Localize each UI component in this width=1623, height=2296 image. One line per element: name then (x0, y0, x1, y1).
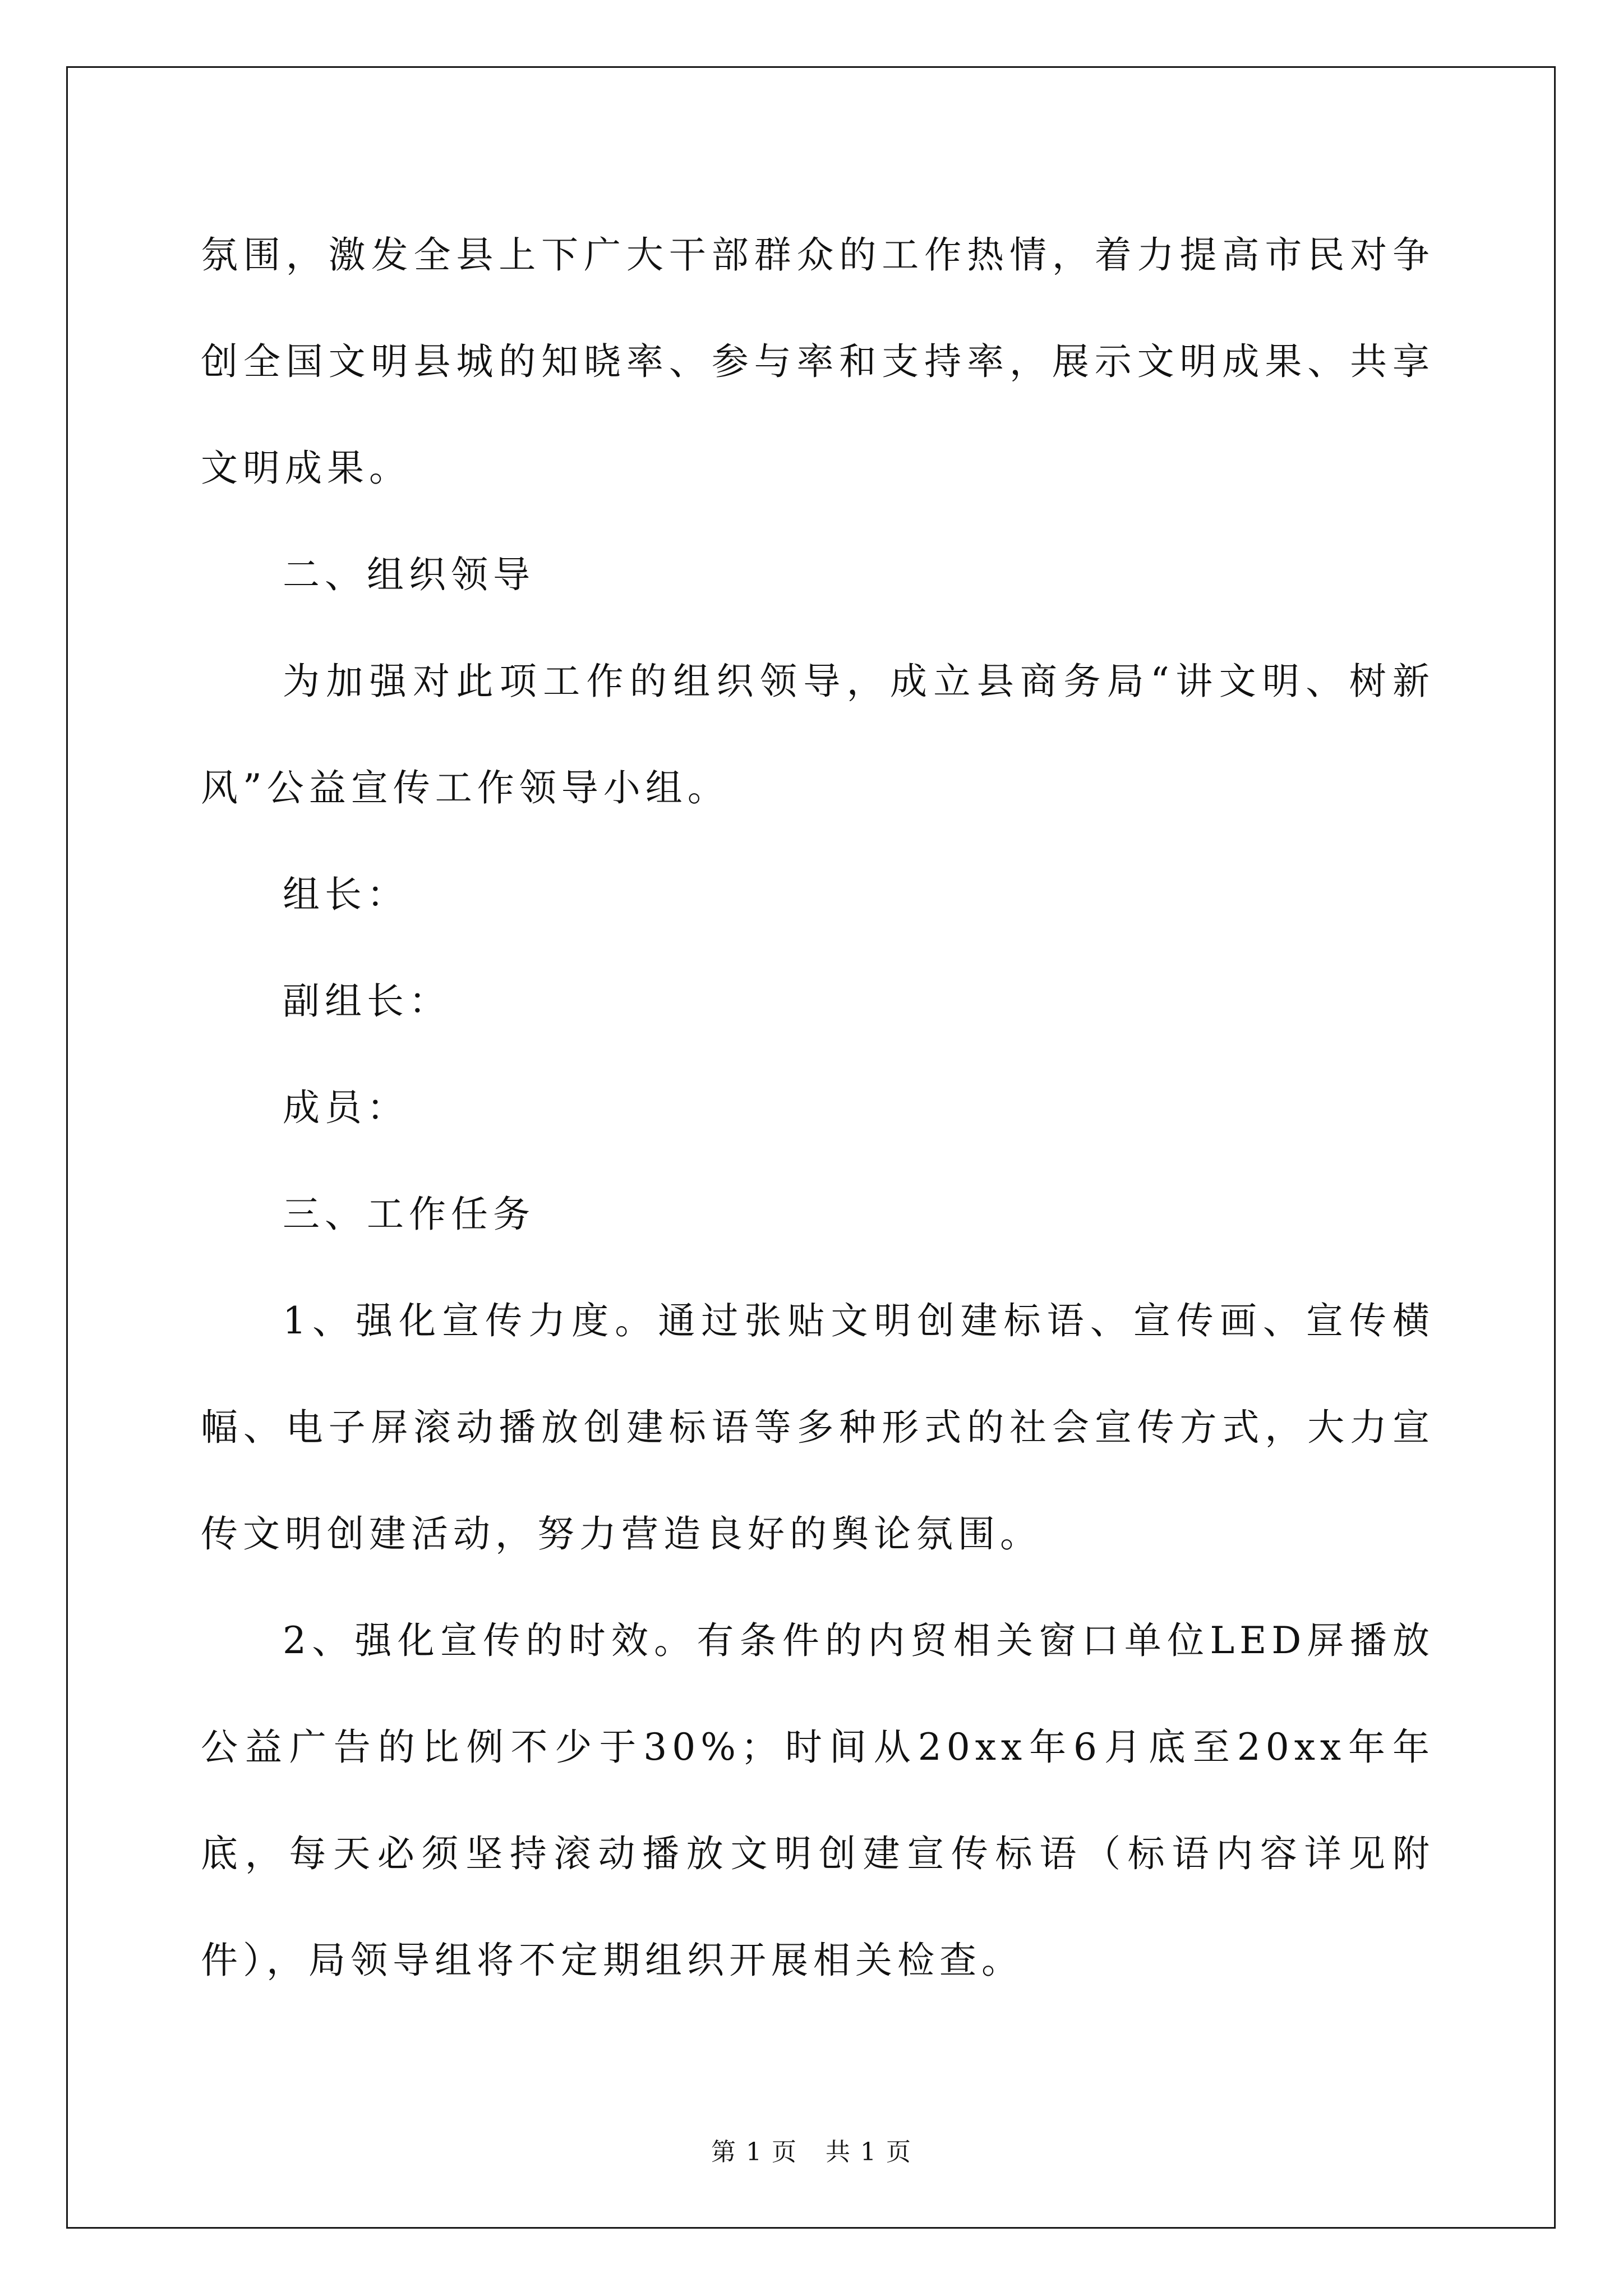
field-deputy-leader: 副组长： (283, 979, 451, 1023)
page-total: 共 1 页 (826, 2138, 912, 2166)
section-heading-tasks: 三、工作任务 (283, 1193, 535, 1236)
page-footer (0, 2136, 1623, 2169)
document-body (201, 202, 1435, 2014)
field-members: 成员： (283, 1086, 409, 1129)
paragraph-task-1: 1、强化宣传力度。通过张贴文明创建标语、宣传画、宣传横幅、电子屏滚动播放创建标语等多种形式的社会宣传方式，大力宣传文明创建活动，努力营造良好的舆论氛围。 (201, 1299, 1435, 1556)
field-group-leader: 组长： (283, 873, 409, 916)
paragraph-intro-continuation: 氛围，激发全县上下广大干部群众的工作热情，着力提高市民对争创全国文明县城的知晓率、参与率和支持率，展示文明成果、共享文明成果。 (201, 233, 1435, 490)
paragraph-organization: 为加强对此项工作的组织领导，成立县商务局“讲文明、树新风”公益宣传工作领导小组。 (201, 660, 1435, 809)
page-number: 第 1 页 (711, 2138, 797, 2166)
paragraph-task-2: 2、强化宣传的时效。有条件的内贸相关窗口单位LED屏播放公益广告的比例不少于30%；时间从20xx年6月底至20xx年年底，每天必须坚持滚动播放文明创建宣传标语（标语内容详见附件），局领导组将不定期组织开展相关检查。 (201, 1619, 1435, 1982)
section-heading-organization: 二、组织领导 (283, 553, 535, 596)
